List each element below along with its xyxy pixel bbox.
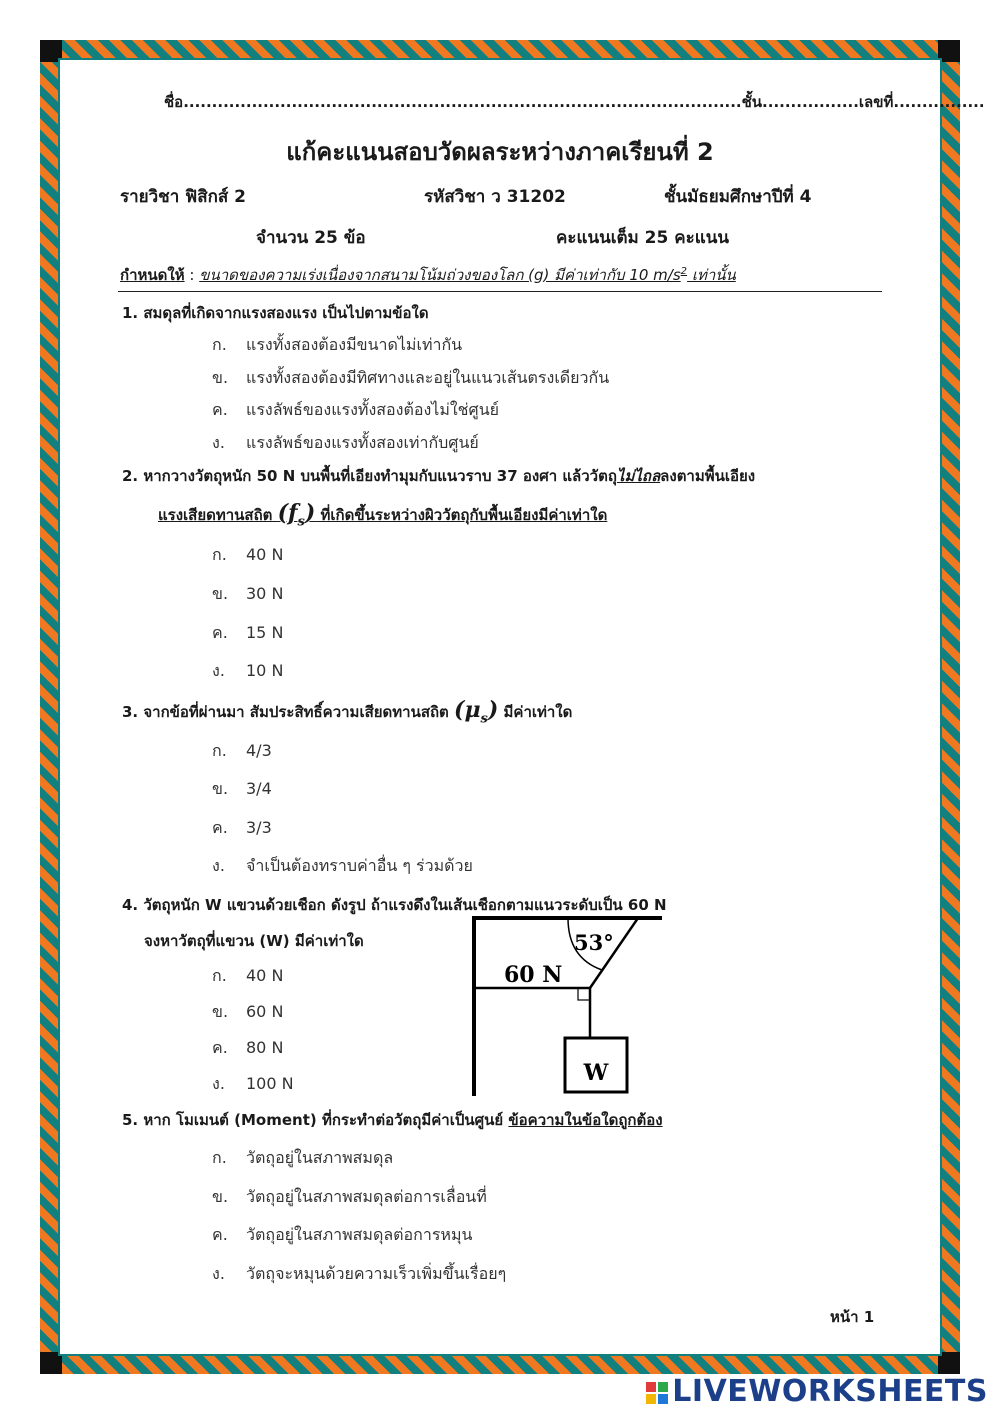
header-divider [118, 291, 882, 292]
option-q4-d[interactable]: ง. 100 N [212, 1074, 294, 1093]
option-q3-c[interactable]: ค. 3/3 [212, 818, 272, 837]
question-count: จำนวน 25 ข้อ [256, 228, 366, 248]
friction-symbol: $(f_s)$ [277, 500, 316, 530]
option-q2-d[interactable]: ง. 10 N [212, 661, 284, 680]
question-3: 3. จากข้อที่ผ่านมา สัมประสิทธิ์ความเสียดทานสถิต $(\mu_s)$ มีค่าเท่าใด [122, 697, 573, 727]
option-q4-c[interactable]: ค. 80 N [212, 1038, 284, 1057]
option-q1-c[interactable]: ค. แรงลัพธ์ของแรงทั้งสองต้องไม่ใช่ศูนย์ [212, 400, 500, 419]
option-q4-b[interactable]: ข. 60 N [212, 1002, 284, 1021]
question-1: 1. สมดุลที่เกิดจากแรงสองแรง เป็นไปตามข้อใด [122, 304, 429, 322]
hanging-weight-diagram [462, 910, 672, 1100]
option-q2-c[interactable]: ค. 15 N [212, 623, 284, 642]
given-superscript: 2 [680, 266, 688, 277]
friction-coefficient-symbol: $(\mu_s)$ [454, 697, 499, 727]
liveworksheets-watermark[interactable] [646, 1374, 988, 1409]
weight-label: W [583, 1060, 609, 1086]
page-number: หน้า 1 [830, 1308, 875, 1326]
question-2-line2: แรงเสียดทานสถิต $(f_s)$ ที่เกิดขึ้นระหว่างผิววัตถุกับพื้นเอียงมีค่าเท่าใด [158, 500, 608, 530]
option-q3-a[interactable]: ก. 4/3 [212, 741, 272, 760]
option-q5-b[interactable]: ข. วัตถุอยู่ในสภาพสมดุลต่อการเลื่อนที่ [212, 1187, 487, 1206]
given-text: ขนาดของความเร่งเนื่องจากสนามโน้มถ่วงของโลก (g) มีค่าเท่ากับ 10 m/s [199, 266, 681, 284]
page-title: แก้คะแนนสอบวัดผลระหว่างภาคเรียนที่ 2 [286, 138, 714, 166]
option-q5-c[interactable]: ค. วัตถุอยู่ในสภาพสมดุลต่อการหมุน [212, 1225, 473, 1244]
given-label: กำหนดให้ [120, 266, 185, 284]
question-4-line2: จงหาวัตถุที่แขวน (W) มีค่าเท่าใด [144, 932, 364, 950]
option-q1-b[interactable]: ข. แรงทั้งสองต้องมีทิศทางและอยู่ในแนวเส้นตรงเดียวกัน [212, 368, 610, 387]
liveworksheets-logo-icon [646, 1382, 668, 1404]
option-q2-a[interactable]: ก. 40 N [212, 545, 284, 564]
subject: รายวิชา ฟิสิกส์ 2 [120, 187, 247, 207]
watermark-text: LIVEWORKSHEETS [672, 1374, 988, 1409]
subject-code: รหัสวิชา ว 31202 [424, 187, 566, 207]
full-score: คะแนนเต็ม 25 คะแนน [556, 228, 729, 248]
option-q2-b[interactable]: ข. 30 N [212, 584, 284, 603]
right-angle-mark [578, 988, 590, 1000]
option-q5-a[interactable]: ก. วัตถุอยู่ในสภาพสมดุล [212, 1148, 394, 1167]
option-q4-a[interactable]: ก. 40 N [212, 966, 284, 985]
force-label: 60 N [504, 962, 563, 988]
given-end: เท่านั้น [687, 266, 736, 284]
option-q3-b[interactable]: ข. 3/4 [212, 779, 272, 798]
grade-level: ชั้นมัธยมศึกษาปีที่ 4 [664, 187, 812, 207]
question-5: 5. หาก โมเมนต์ (Moment) ที่กระทำต่อวัตถุมีค่าเป็นศูนย์ ข้อความในข้อใดถูกต้อง [122, 1111, 663, 1129]
option-q3-d[interactable]: ง. จำเป็นต้องทราบค่าอื่น ๆ ร่วมด้วย [212, 856, 473, 875]
option-q1-a[interactable]: ก. แรงทั้งสองต้องมีขนาดไม่เท่ากัน [212, 335, 463, 354]
option-q5-d[interactable]: ง. วัตถุจะหมุนด้วยความเร็วเพิ่มขึ้นเรื่อยๆ [212, 1264, 507, 1283]
given-note [120, 263, 736, 287]
question-2: 2. หากวางวัตถุหนัก 50 N บนพื้นที่เอียงทำมุมกับแนวราบ 37 องศา แล้ววัตถุไม่ไถลลงตามพื้นเอียง [122, 467, 756, 485]
option-q1-d[interactable]: ง. แรงลัพธ์ของแรงทั้งสองเท่ากับศูนย์ [212, 433, 479, 452]
name-line: ชื่อ..................................................................................................ชั้น.................เลขที่................ [164, 93, 985, 111]
question-4: 4. วัตถุหนัก W แขวนด้วยเชือก ดังรูป ถ้าแรงดึงในเส้นเชือกตามแนวระดับเป็น 60 N [122, 896, 667, 914]
angle-label: 53° [574, 930, 614, 955]
given-separator: : [184, 266, 200, 284]
